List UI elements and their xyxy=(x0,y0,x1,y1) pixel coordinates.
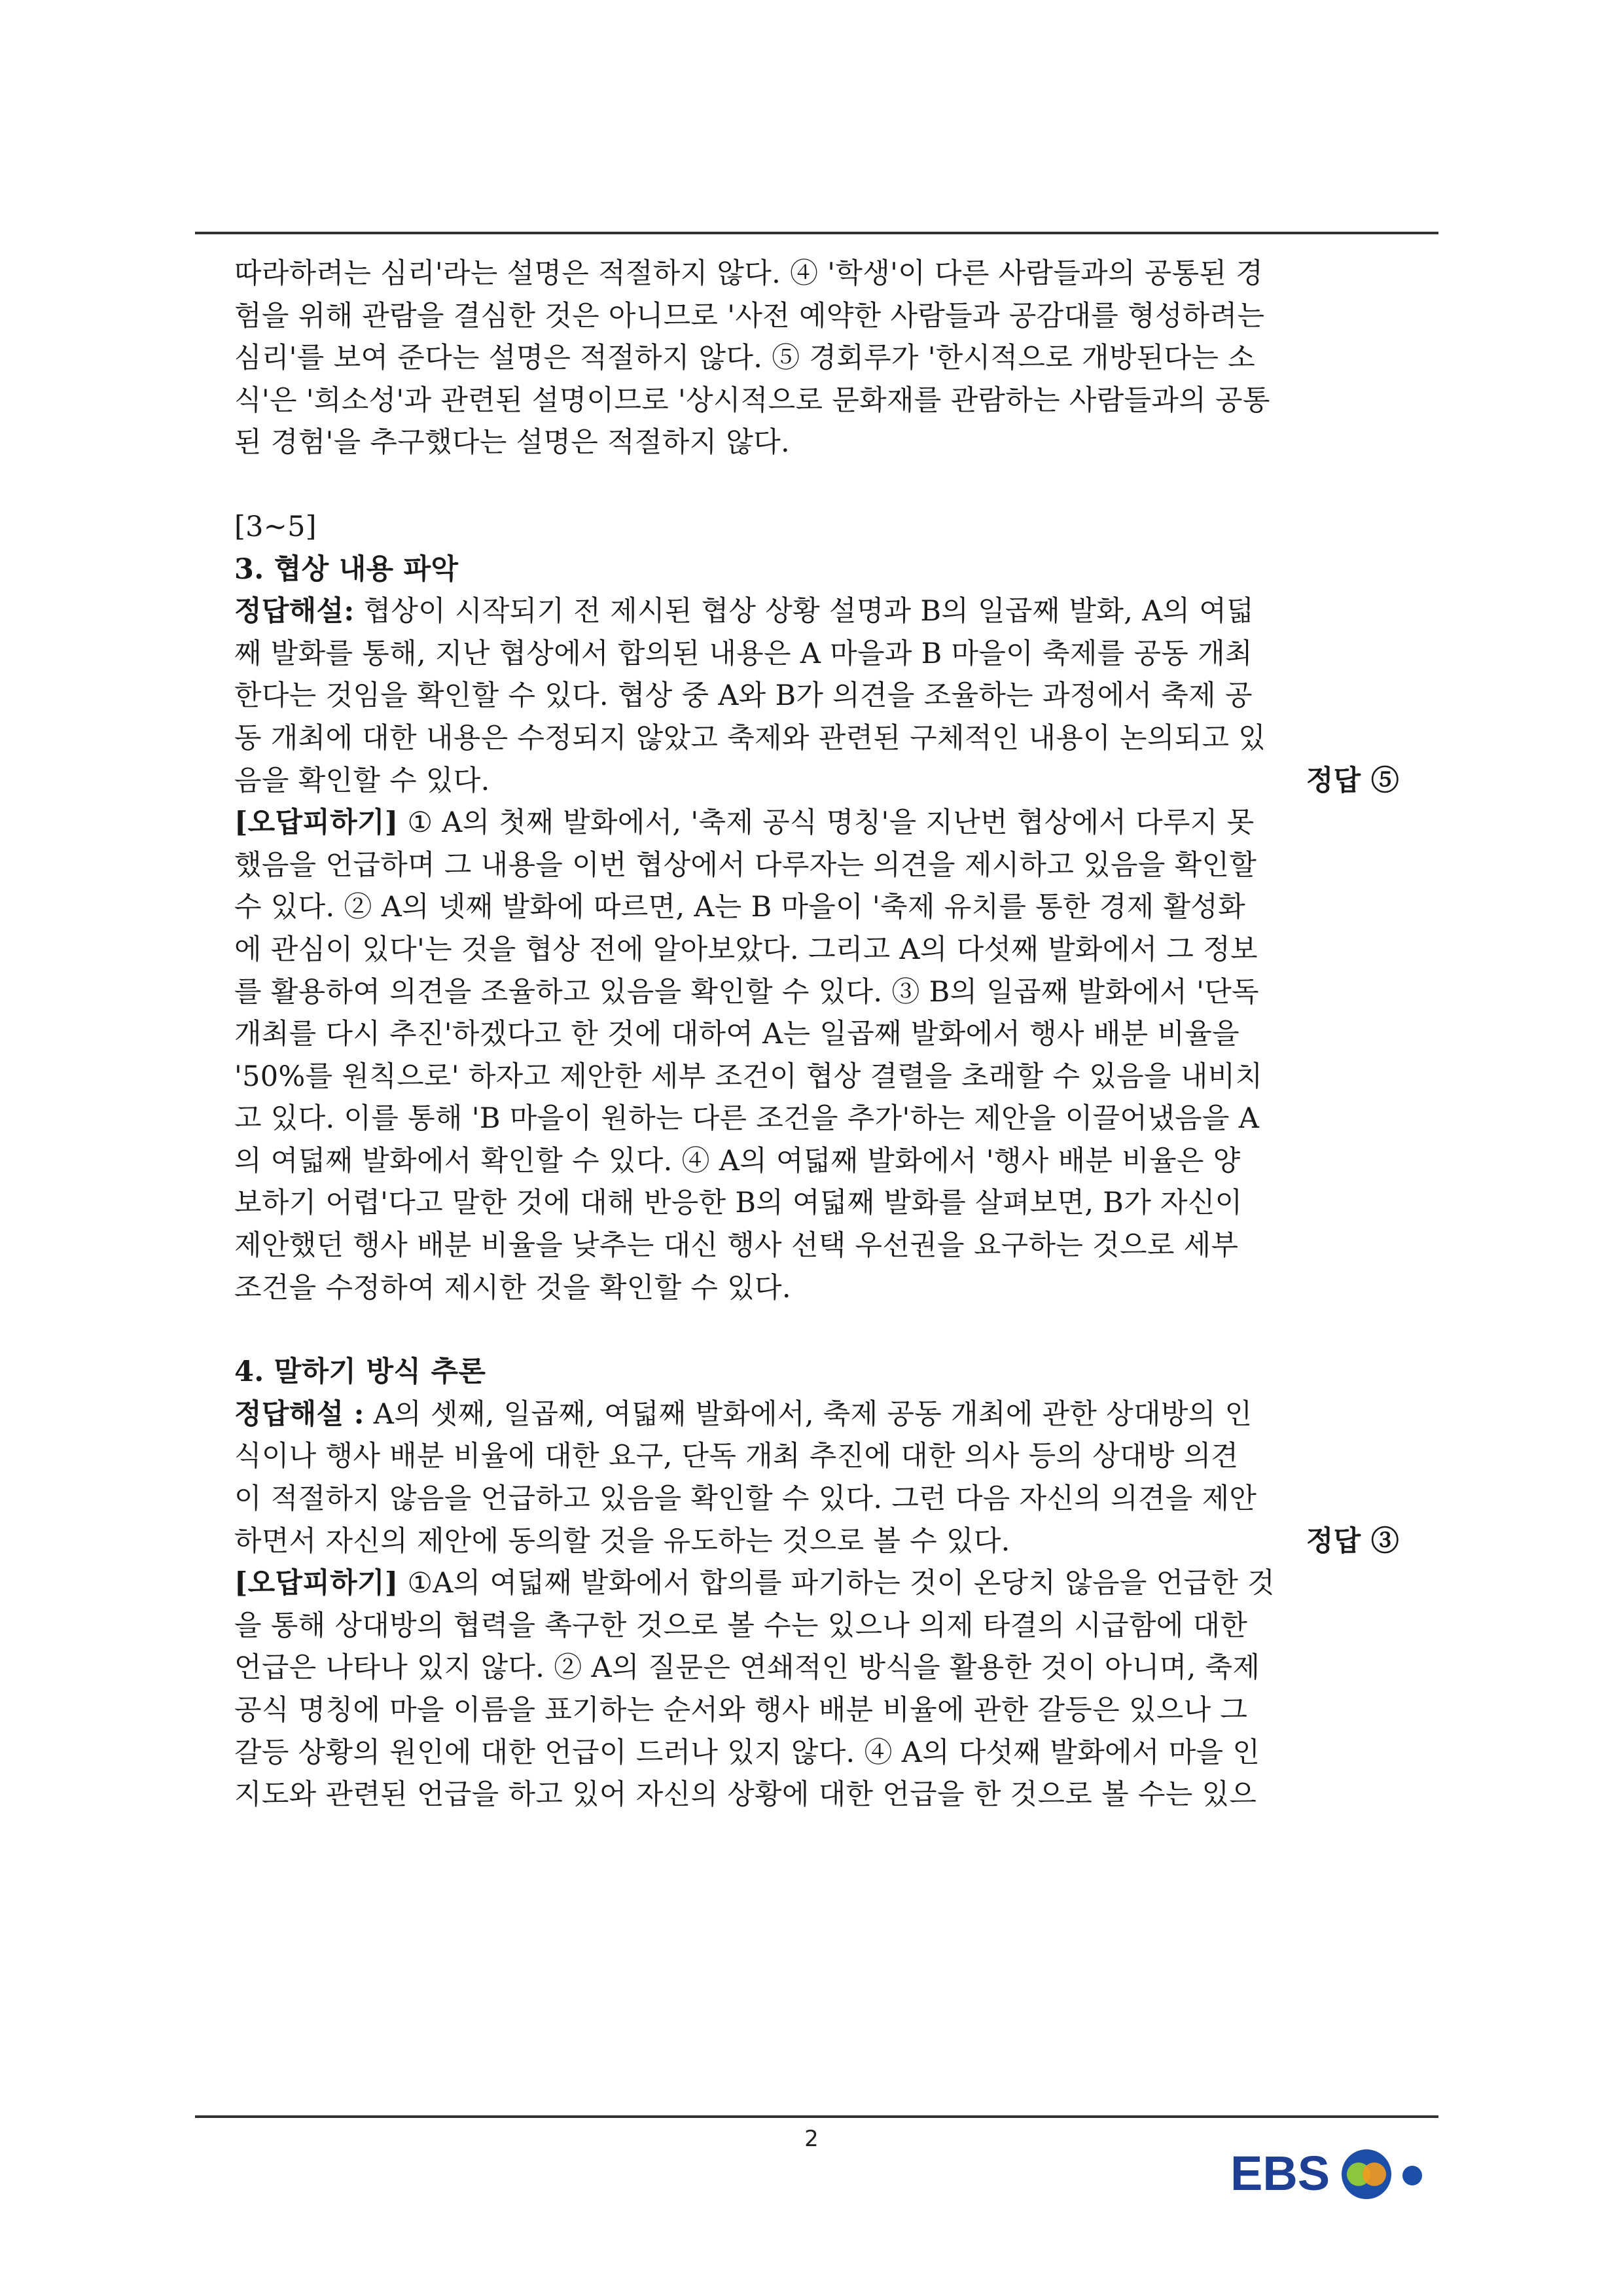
q3-explain-line: 째 발화를 통해, 지난 협상에서 합의된 내용은 A 마을과 B 마을이 축제를 공동 개최 xyxy=(234,637,1253,670)
q3-wrong-line: 제안했던 행사 배분 비율을 낮추는 대신 행사 선택 우선권을 요구하는 것으로 세부 xyxy=(234,1229,1239,1263)
q3-wrong-answers xyxy=(234,802,1399,1309)
q3-wrong-line: 했음을 언급하며 그 내용을 이번 협상에서 다루자는 의견을 제시하고 있음을 확인할 xyxy=(234,848,1257,882)
q4-wrong-answers xyxy=(234,1562,1399,1816)
header-rule xyxy=(195,232,1438,234)
q3-wrong-line: 에 관심이 있다'는 것을 협상 전에 알아보았다. 그리고 A의 다섯째 발화에서 그 정보 xyxy=(234,933,1258,966)
q3-explain-line: 동 개최에 대한 내용은 수정되지 않았고 축제와 관련된 구체적인 내용이 논의되고 있 xyxy=(234,721,1266,755)
q4-wrong-text: ①A의 여덟째 발화에서 합의를 파기하는 것이 온당치 않음을 언급한 것 xyxy=(398,1567,1275,1600)
footer-rule xyxy=(195,2115,1438,2118)
q3-wrong-line: 의 여덟째 발화에서 확인할 수 있다. ④ A의 여덟째 발화에서 '행사 배분 비율은 양 xyxy=(234,1144,1241,1177)
q4-wrong-line: 언급은 나타나 있지 않다. ② A의 질문은 연쇄적인 방식을 활용한 것이 아니며, 축제 xyxy=(234,1651,1260,1685)
q4-answer: 정답 ③ xyxy=(1306,1524,1399,1558)
ebs-logo-dot xyxy=(1402,2166,1422,2185)
q3-wrong-line: 수 있다. ② A의 넷째 발화에 따르면, A는 B 마을이 '축제 유치를 통한 경제 활성화 xyxy=(234,891,1245,924)
page-body xyxy=(234,253,1399,1816)
q4-explain-line: 식이나 행사 배분 비율에 대한 요구, 단독 개최 추진에 대한 의사 등의 상대방 의견 xyxy=(234,1440,1239,1473)
q4-explain-text: A의 셋째, 일곱째, 여덟째 발화에서, 축제 공동 개최에 관한 상대방의 인 xyxy=(364,1397,1253,1431)
q4-explain-label: 정답해설 : xyxy=(234,1397,365,1431)
q3-wrong-label: [오답피하기] xyxy=(234,806,399,840)
q3-wrong-text: ① A의 첫째 발화에서, '축제 공식 명칭'을 지난번 협상에서 다루지 못 xyxy=(398,806,1255,840)
intro-line: 심리'를 보여 준다는 설명은 적절하지 않다. ⑤ 경회루가 '한시적으로 개방된다는 소 xyxy=(234,342,1256,375)
q3-heading: 3. 협상 내용 파악 xyxy=(234,552,459,586)
q4-wrong-line: 을 통해 상대방의 협력을 촉구한 것으로 볼 수는 있으나 의제 타결의 시급함에 대한 xyxy=(234,1609,1248,1642)
q3-wrong-line: 보하기 어렵'다고 말한 것에 대해 반응한 B의 여덟째 발화를 살펴보면, B가 자신이 xyxy=(234,1187,1243,1220)
q3-explain-text: 협상이 시작되기 전 제시된 협상 상황 설명과 B의 일곱째 발화, A의 여덟 xyxy=(354,595,1254,628)
intro-line: 따라하려는 심리'라는 설명은 적절하지 않다. ④ '학생'이 다른 사람들과의 공통된 경 xyxy=(234,257,1264,290)
q3-wrong-line: 개최를 다시 추진'하겠다고 한 것에 대하여 A는 일곱째 발화에서 행사 배분 비율을 xyxy=(234,1018,1240,1051)
q3-explain-label: 정답해설: xyxy=(234,595,355,628)
q4-wrong-line: 지도와 관련된 언급을 하고 있어 자신의 상황에 대한 언급을 한 것으로 볼 수는 있으 xyxy=(234,1778,1257,1812)
q3-wrong-line: 를 활용하여 의견을 조율하고 있음을 확인할 수 있다. ③ B의 일곱째 발화에서 '단독 xyxy=(234,975,1259,1009)
q4-explain-line: 하면서 자신의 제안에 동의할 것을 유도하는 것으로 볼 수 있다. xyxy=(234,1524,1010,1558)
q3-answer: 정답 ⑤ xyxy=(1306,764,1399,797)
q3-explain-line: 음을 확인할 수 있다. xyxy=(234,764,490,797)
q4-wrong-line: 공식 명칭에 마을 이름을 표기하는 순서와 행사 배분 비율에 관한 갈등은 있으나 그 xyxy=(234,1694,1248,1727)
ebs-logo-text: EBS xyxy=(1230,2146,1330,2200)
ebs-logo-orange xyxy=(1363,2162,1386,2186)
ebs-logo xyxy=(1230,2139,1446,2211)
q4-wrong-label: [오답피하기] xyxy=(234,1567,399,1600)
q3-wrong-line: 조건을 수정하여 제시한 것을 확인할 수 있다. xyxy=(234,1271,791,1304)
intro-paragraph xyxy=(234,253,1399,464)
q4-wrong-line: 갈등 상황의 원인에 대한 언급이 드러나 있지 않다. ④ A의 다섯째 발화에서 마을 인 xyxy=(234,1736,1260,1769)
intro-line: 된 경험'을 추구했다는 설명은 적절하지 않다. xyxy=(234,426,791,459)
q3-explain-line: 한다는 것임을 확인할 수 있다. 협상 중 A와 B가 의견을 조율하는 과정에서 축제 공 xyxy=(234,679,1253,713)
q3-wrong-line: '50%를 원칙으로' 하자고 제안한 세부 조건이 협상 결렬을 초래할 수 있음을 내비치 xyxy=(234,1060,1263,1093)
q4-explanation xyxy=(234,1393,1399,1562)
intro-line: 험을 위해 관람을 결심한 것은 아니므로 '사전 예약한 사람들과 공감대를 형성하려는 xyxy=(234,299,1265,332)
q3-wrong-line: 고 있다. 이를 통해 'B 마을이 원하는 다른 조건을 추가'하는 제안을 이끌어냈음을 A xyxy=(234,1102,1260,1136)
question-range-label: [3~5] xyxy=(234,510,317,543)
intro-line: 식'은 '희소성'과 관련된 설명이므로 '상시적으로 문화재를 관람하는 사람들과의 공통 xyxy=(234,384,1270,417)
q3-explanation xyxy=(234,590,1399,802)
page-number: 2 xyxy=(804,2126,819,2152)
q4-heading: 4. 말하기 방식 추론 xyxy=(234,1355,486,1389)
q4-explain-line: 이 적절하지 않음을 언급하고 있음을 확인할 수 있다. 그런 다음 자신의 의견을 제안 xyxy=(234,1482,1257,1516)
